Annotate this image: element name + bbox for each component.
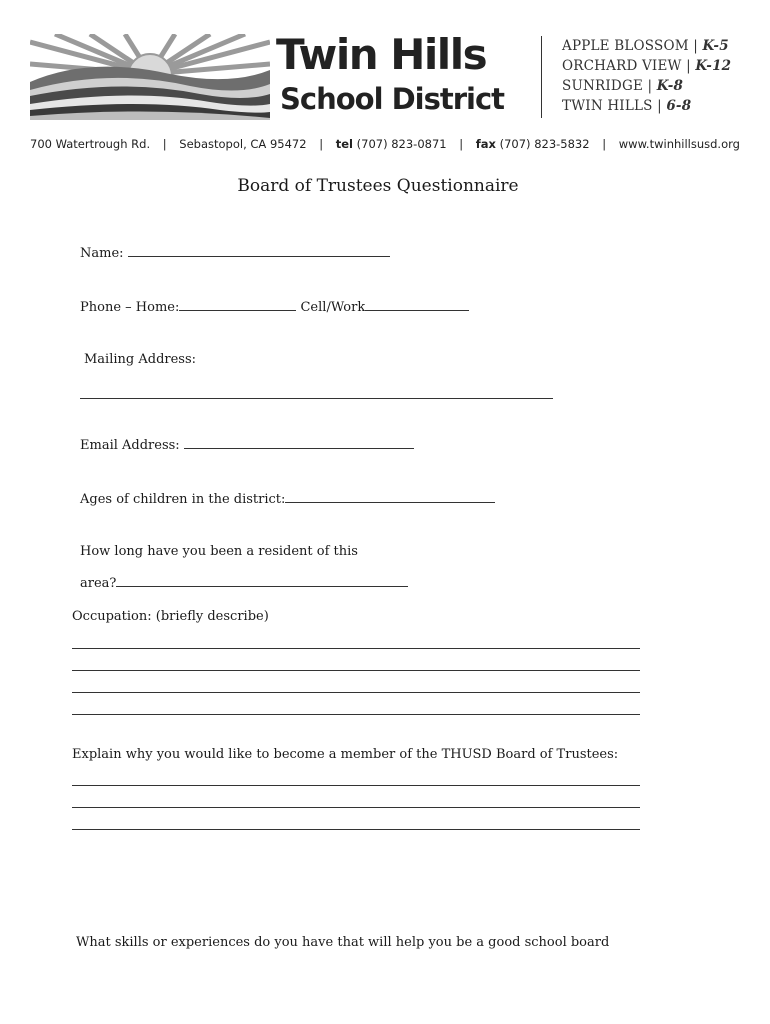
fax-label: fax [475,137,496,151]
phone-row [80,298,469,315]
contact-address: 700 Watertrough Rd. [30,137,151,151]
sunrise-hills-logo-icon [30,34,270,120]
district-logo [30,34,270,120]
contact-city: Sebastopol, CA 95472 [179,137,307,151]
name-row [80,244,390,261]
school-apple-blossom: APPLE BLOSSOM | K-5 [562,38,729,54]
cell-work-field[interactable] [365,298,469,311]
explain-label: Explain why you would like to become a member of the THUSD Board of Trustees: [72,747,619,762]
explain-line-3[interactable] [72,829,640,830]
resident-row [80,574,408,591]
school-orchard-view: ORCHARD VIEW | K-12 [562,58,732,74]
phone-home-label: Phone – Home: [80,300,180,315]
email-label: Email Address: [80,438,180,453]
children-ages-row [80,490,495,507]
email-row [80,436,414,453]
cell-work-label: Cell/Work [300,300,366,315]
contact-bar: 700 Watertrough Rd. | Sebastopol, CA 95472 | tel (707) 823-0871 | fax (707) 823-5832 | www.twinhillsusd.org [30,137,740,151]
phone-home-field[interactable] [179,298,296,311]
contact-website[interactable]: www.twinhillsusd.org [618,137,740,151]
occupation-line-1[interactable] [72,648,640,649]
email-field[interactable] [184,436,414,449]
contact-phone: (707) 823-0871 [356,137,447,151]
brand-subtitle: School District [280,82,505,116]
skills-label: What skills or experiences do you have that will help you be a good school board [76,935,610,950]
school-twin-hills: TWIN HILLS | 6-8 [562,98,692,114]
children-ages-label: Ages of children in the district: [80,492,286,507]
contact-fax: (707) 823-5832 [499,137,590,151]
resident-field[interactable] [116,574,408,587]
tel-label: tel [335,137,353,151]
mailing-address-field[interactable] [80,398,553,399]
name-label: Name: [80,246,124,261]
school-sunridge: SUNRIDGE | K-8 [562,78,684,94]
resident-label-1: How long have you been a resident of this [80,544,358,559]
resident-label-2: area? [80,576,117,591]
children-ages-field[interactable] [285,490,495,503]
explain-line-1[interactable] [72,785,640,786]
occupation-line-2[interactable] [72,670,640,671]
header-divider [541,36,542,118]
mailing-address-label: Mailing Address: [84,352,197,367]
name-field[interactable] [128,244,390,257]
explain-line-2[interactable] [72,807,640,808]
occupation-line-3[interactable] [72,692,640,693]
page-title: Board of Trustees Questionnaire [237,176,519,196]
occupation-line-4[interactable] [72,714,640,715]
occupation-label: Occupation: (briefly describe) [72,609,269,624]
brand-name: Twin Hills [276,30,487,79]
